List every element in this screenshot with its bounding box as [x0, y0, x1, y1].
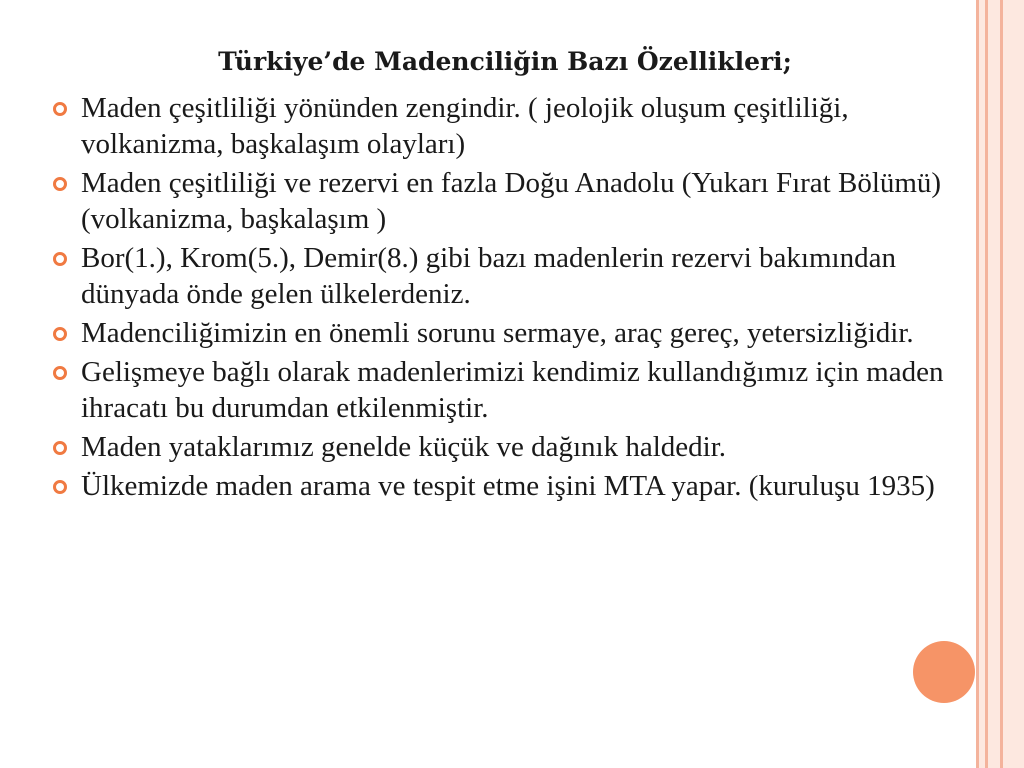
- bullet-text: Maden çeşitliliği yönünden zengindir. ( jeolojik oluşum çeşitliliği, volkanizma, başkalaşım olayları): [81, 92, 849, 160]
- hollow-circle-bullet-icon: [53, 480, 67, 494]
- bullet-text: Gelişmeye bağlı olarak madenlerimizi kendimiz kullandığımız için maden ihracatı bu durumdan etkilenmiştir.: [81, 356, 944, 424]
- decorative-stripes: [976, 0, 1024, 768]
- bullet-item: [50, 90, 950, 162]
- bullet-item: [50, 240, 950, 312]
- bullet-text: Maden yataklarımız genelde küçük ve dağınık haldedir.: [81, 431, 727, 463]
- bullet-item: [50, 315, 950, 351]
- slide-title: Türkiye’de Madenciliğin Bazı Özellikleri;: [218, 47, 792, 76]
- stripe-light: [1003, 0, 1024, 768]
- hollow-circle-bullet-icon: [53, 102, 67, 116]
- decorative-circle: [913, 641, 975, 703]
- bullet-item: [50, 354, 950, 426]
- bullet-text: Ülkemizde maden arama ve tespit etme işini MTA yapar. (kuruluşu 1935): [81, 470, 935, 502]
- hollow-circle-bullet-icon: [53, 177, 67, 191]
- bullet-text: Bor(1.), Krom(5.), Demir(8.) gibi bazı madenlerin rezervi bakımından dünyada önde gelen ülkelerdeniz.: [81, 242, 896, 310]
- bullet-item: [50, 468, 950, 504]
- hollow-circle-bullet-icon: [53, 327, 67, 341]
- hollow-circle-bullet-icon: [53, 441, 67, 455]
- bullet-item: [50, 165, 950, 237]
- hollow-circle-bullet-icon: [53, 252, 67, 266]
- bullet-list: [50, 90, 950, 507]
- bullet-text: Madenciliğimizin en önemli sorunu sermaye, araç gereç, yetersizliğidir.: [81, 317, 914, 349]
- bullet-text: Maden çeşitliliği ve rezervi en fazla Doğu Anadolu (Yukarı Fırat Bölümü) (volkanizma, başkalaşım ): [81, 167, 942, 235]
- stripe-light: [988, 0, 1000, 768]
- bullet-item: [50, 429, 950, 465]
- hollow-circle-bullet-icon: [53, 366, 67, 380]
